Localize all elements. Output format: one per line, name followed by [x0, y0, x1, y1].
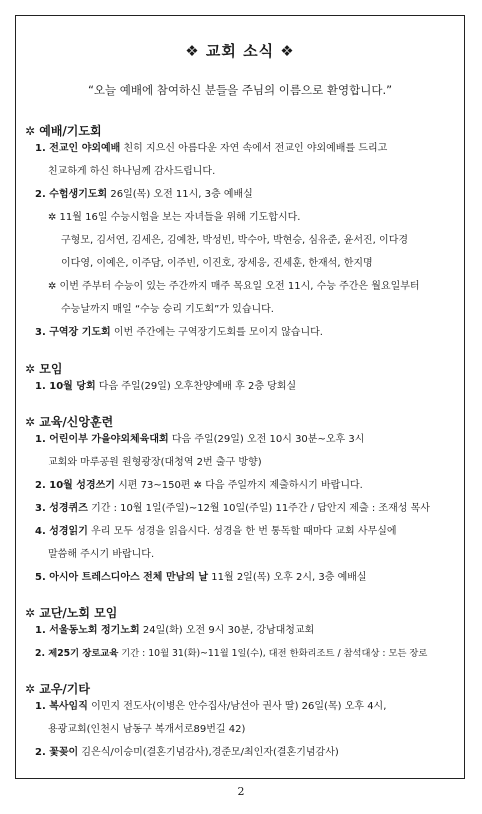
section-heading-denomination: ✲ 교단/노회 모임: [25, 606, 118, 620]
item-label: 3. 구역장 기도회: [35, 327, 111, 338]
item-label: 3. 성경퀴즈: [35, 503, 88, 514]
welcome-message: “오늘 예배에 참여하신 분들을 주님의 이름으로 환영합니다.”: [87, 83, 393, 97]
item-label: 4. 성경읽기: [35, 526, 88, 537]
bulletin-page-frame: [15, 15, 465, 779]
item-label: 2. 수험생기도회: [35, 189, 108, 200]
item-text: 24일(화) 오전 9시 30분, 강남대청교회: [139, 625, 315, 636]
item-text: 시편 73~150편 ✲ 다음 주일까지 제출하시기 바랍니다.: [114, 480, 363, 491]
item-label: 2. 제25기 장로교육: [35, 648, 119, 659]
section-heading-meeting: ✲ 모임: [25, 362, 63, 376]
item-label: 2. 10월 성경쓰기: [35, 480, 115, 491]
item-label: 1. 어린이부 가을야외체육대회: [35, 434, 169, 445]
denomination-item-2: [35, 647, 427, 661]
education-item-5: [35, 571, 367, 585]
education-item-2: [35, 479, 363, 493]
item-text: 친히 지으신 아름다운 자연 속에서 전교인 야외예배를 드리고: [120, 143, 388, 154]
item-text: 기간 : 10월 1일(주일)~12월 10일(주일) 11주간 / 답안지 제출 : 조재성 목사: [87, 503, 430, 514]
education-item-4: [35, 525, 397, 539]
worship-note-1: ✲ 11월 16일 수능시험을 보는 자녀들을 위해 기도합시다.: [48, 212, 301, 223]
worship-item-1: [35, 142, 387, 156]
item-label: 1. 전교인 야외예배: [35, 143, 121, 154]
section-heading-worship: ✲ 예배/기도회: [25, 124, 102, 138]
worship-note-2-cont: 수능날까지 매일 “수능 승리 기도회”가 있습니다.: [61, 304, 274, 315]
item-text: 26일(목) 오전 11시, 3층 예배실: [107, 189, 253, 200]
student-names-2: 이다영, 이예은, 이주담, 이주빈, 이진호, 장세응, 진세훈, 한재석, 한지명: [61, 258, 373, 269]
item-label: 1. 서울동노회 정기노회: [35, 625, 140, 636]
worship-item-3: [35, 326, 323, 340]
item-text: 다음 주일(29일) 오전 10시 30분~오후 3시: [168, 434, 365, 445]
denomination-item-1: [35, 624, 314, 638]
page-number: 2: [237, 785, 245, 798]
item-text: 다음 주일(29일) 오후찬양예배 후 2층 당회실: [95, 381, 297, 392]
item-text: 김은식/이승미(결혼기념감사),경준모/최인자(결혼기념감사): [78, 747, 339, 758]
page-title: ❖ 교회 소식 ❖: [185, 42, 295, 60]
members-item-2: [35, 746, 339, 760]
item-text: 우리 모두 성경을 읽읍시다. 성경을 한 번 통독할 때마다 교회 사무실에: [87, 526, 397, 537]
worship-note-2: ✲ 이번 주부터 수능이 있는 주간까지 매주 목요일 오전 11시, 수능 주간은 월요일부터: [48, 281, 420, 292]
worship-item-2: [35, 188, 253, 202]
item-label: 2. 꽃꽂이: [35, 747, 79, 758]
section-heading-members: ✲ 교우/기타: [25, 682, 90, 696]
education-item-4-cont: 말씀해 주시기 바랍니다.: [48, 549, 155, 560]
section-heading-education: ✲ 교육/신앙훈련: [25, 415, 114, 429]
meeting-item-1: [35, 380, 296, 394]
members-item-1: [35, 700, 386, 714]
item-text: 이민지 전도사(이병은 안수집사/남선아 권사 딸) 26일(목) 오후 4시,: [87, 701, 387, 712]
item-text: 이번 주간에는 구역장기도회를 모이지 않습니다.: [110, 327, 323, 338]
item-text: 11월 2일(목) 오후 2시, 3층 예배실: [208, 572, 367, 583]
item-label: 1. 10월 당회: [35, 381, 96, 392]
education-item-1: [35, 433, 364, 447]
education-item-3: [35, 502, 430, 516]
item-text: 기간 : 10월 31(화)~11월 1일(수), 대전 한화리조트 / 참석대상 : 모든 장로: [118, 648, 428, 659]
student-names-1: 구형모, 김서연, 김세은, 김예찬, 박성빈, 박수아, 박현승, 심유준, 윤서진, 이다경: [61, 235, 409, 246]
members-item-1-cont: 용광교회(인천시 남동구 복개서로89번길 42): [48, 724, 246, 735]
worship-item-1-cont: 친교하게 하신 하나님께 감사드립니다.: [48, 166, 216, 177]
education-item-1-cont: 교회와 마루공원 원형광장(대청역 2번 출구 방향): [48, 457, 262, 468]
item-label: 1. 복사임직: [35, 701, 88, 712]
item-label: 5. 아시아 트레스디아스 전체 만남의 날: [35, 572, 209, 583]
